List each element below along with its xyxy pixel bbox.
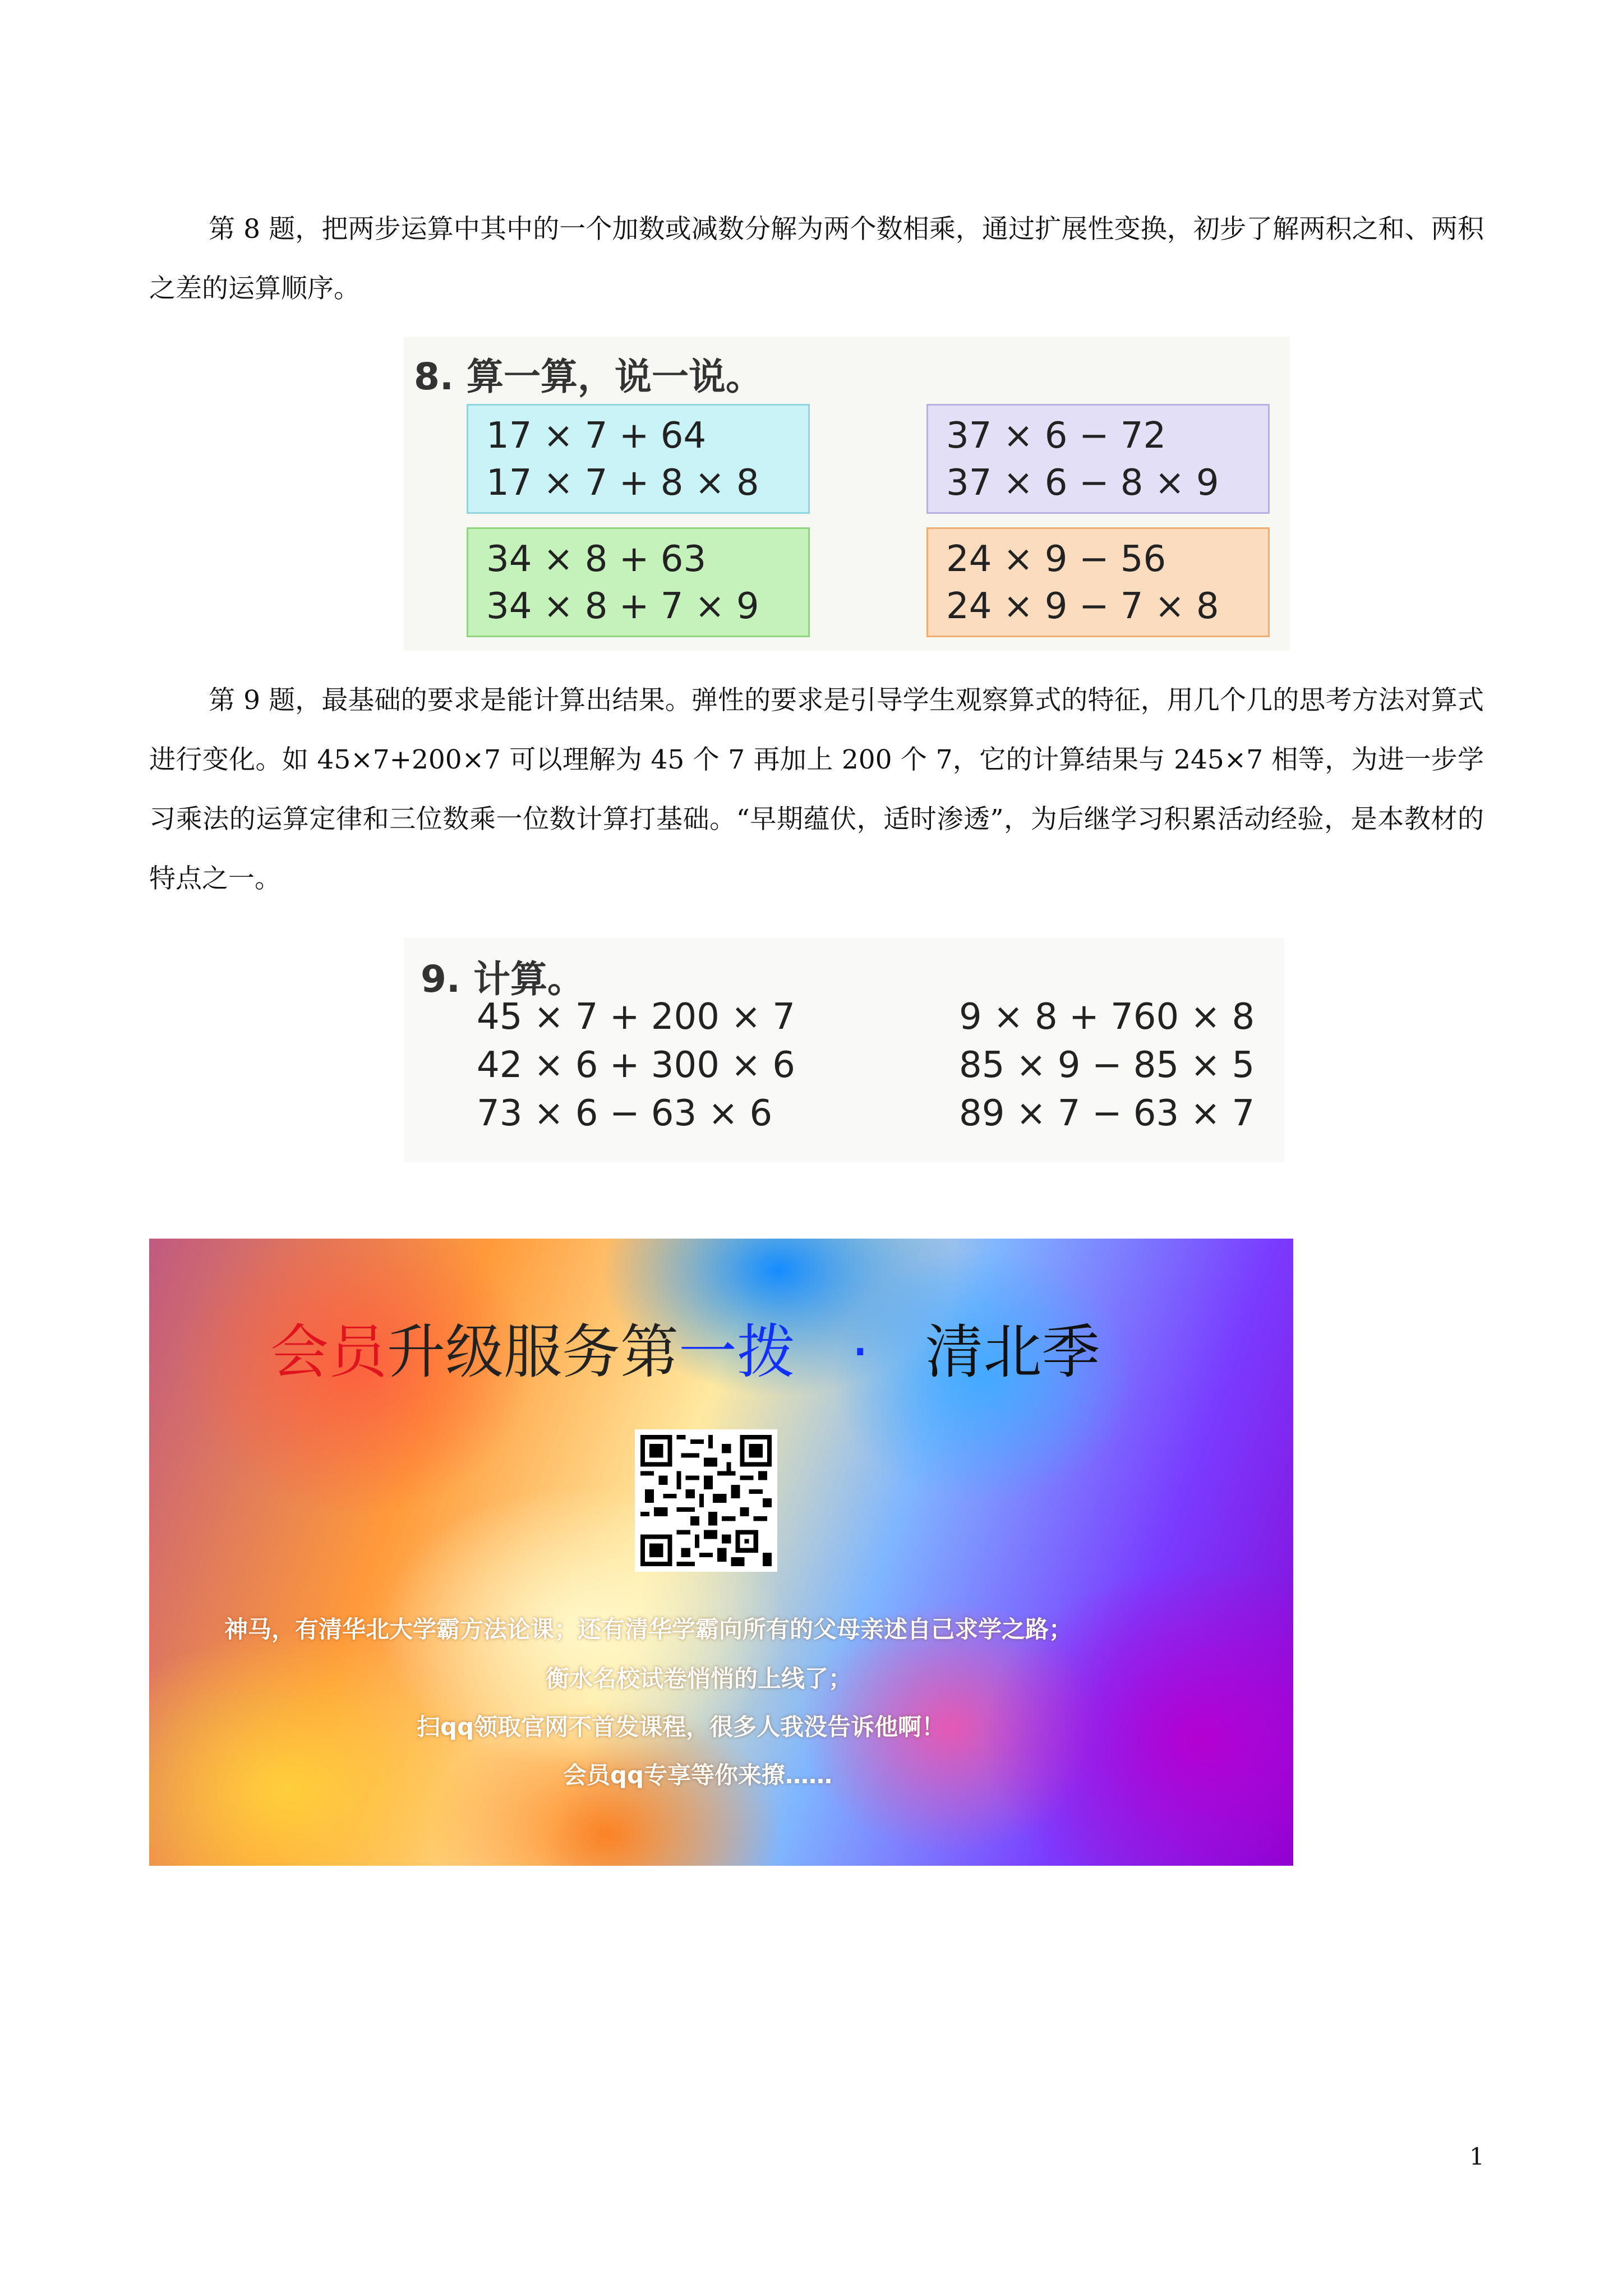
equation-line: 37 × 6 − 72 xyxy=(946,415,1166,457)
equation-line: 34 × 8 + 7 × 9 xyxy=(486,586,759,627)
equation-line: 17 × 7 + 64 xyxy=(486,415,707,457)
title-part: 一拨 xyxy=(679,1318,796,1386)
equation-box-green xyxy=(467,527,810,637)
title-part: 清北季 xyxy=(925,1318,1100,1386)
equation-box-peach xyxy=(926,527,1270,637)
paragraph-exercise-8: 第 8 题，把两步运算中其中的一个加数或减数分解为两个数相乘，通过扩展性变换，初步了解两积之和、两积之差的运算顺序。 xyxy=(149,214,1484,304)
equation-line: 89 × 7 − 63 × 7 xyxy=(959,1093,1255,1134)
promo-line: 神马，有清华北大学霸方法论课；还有清华学霸向所有的父母亲述自己求学之路； xyxy=(224,1616,1072,1643)
title-part: 升级服务第 xyxy=(387,1318,679,1386)
exercise-8-title: 8. 算一算，说一说。 xyxy=(414,355,763,398)
title-part: 会员 xyxy=(270,1318,388,1386)
promo-line: 会员qq专享等你来撩…… xyxy=(562,1761,833,1789)
promo-line: 扫qq领取官网不首发课程，很多人我没告诉他啊！ xyxy=(416,1713,946,1741)
banner-title xyxy=(270,1305,1112,1389)
exercise-9-title: 9. 计算。 xyxy=(421,958,584,1001)
qr-code-icon[interactable] xyxy=(635,1429,777,1572)
exercise-8-image xyxy=(404,337,1290,651)
equation-line: 37 × 6 − 8 × 9 xyxy=(946,462,1219,504)
exercise-9-left-column xyxy=(477,993,795,1138)
equation-line: 45 × 7 + 200 × 7 xyxy=(477,996,795,1038)
title-dot: · xyxy=(851,1318,870,1386)
equation-line: 24 × 9 − 56 xyxy=(946,539,1166,580)
promo-line: 衡水名校试卷悄悄的上线了； xyxy=(545,1665,852,1692)
paragraph-exercise-9: 第 9 题，最基础的要求是能计算出结果。弹性的要求是引导学生观察算式的特征，用几个几的思考方法对算式进行变化。如 45×7+200×7 可以理解为 45 个 7 再加上 200 个 7，它的计算结果与 245×7 相等，为进一步学习乘法的运算定律和三位数乘一位数计算打基础。“早期蕴伏，适时渗透”，为后继学习积累活动经验，是本教材的特点之一。 xyxy=(149,685,1484,894)
equation-box-purple xyxy=(926,404,1270,514)
equation-line: 24 × 9 − 7 × 8 xyxy=(946,586,1219,627)
promo-banner[interactable] xyxy=(149,1239,1293,1866)
exercise-9-right-column xyxy=(959,993,1255,1138)
equation-line: 85 × 9 − 85 × 5 xyxy=(959,1045,1255,1086)
equation-box-cyan xyxy=(467,404,810,514)
exercise-9-image xyxy=(404,938,1284,1162)
page-number: 1 xyxy=(1469,2143,1484,2170)
equation-line: 73 × 6 − 63 × 6 xyxy=(477,1093,773,1134)
equation-line: 34 × 8 + 63 xyxy=(486,539,707,580)
equation-line: 42 × 6 + 300 × 6 xyxy=(477,1045,795,1086)
equation-line: 17 × 7 + 8 × 8 xyxy=(486,462,759,504)
equation-line: 9 × 8 + 760 × 8 xyxy=(959,996,1255,1038)
